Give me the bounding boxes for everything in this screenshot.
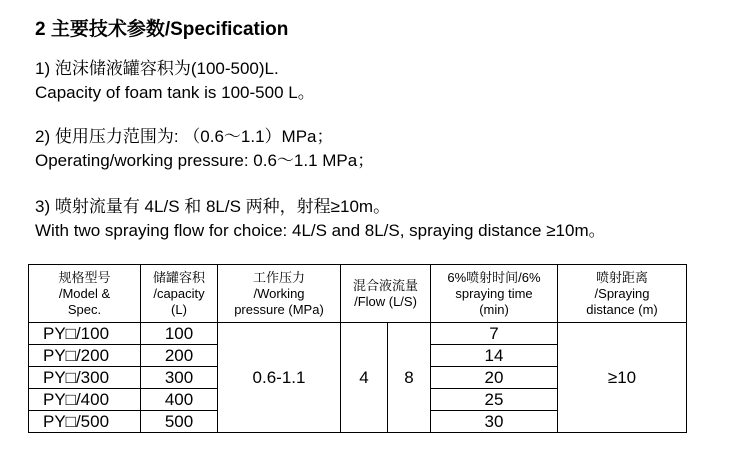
cell-model: PY□/400 xyxy=(29,389,141,411)
cell-model: PY□/200 xyxy=(29,345,141,367)
cell-model: PY□/300 xyxy=(29,367,141,389)
header-model: 规格型号 /Model & Spec. xyxy=(29,265,141,323)
cell-spraying-time: 20 xyxy=(431,367,558,389)
header-capacity: 储罐容积 /capacity (L) xyxy=(141,265,218,323)
spec-paragraph-flow xyxy=(35,195,606,243)
header-pressure: 工作压力 /Working pressure (MPa) xyxy=(218,265,341,323)
header-flow: 混合液流量 /Flow (L/S) xyxy=(341,265,431,323)
spec-paragraph-pressure xyxy=(35,125,374,173)
cell-flow-8: 8 xyxy=(388,323,431,433)
paragraph-zh: 2) 使用压力范围为: （0.6～1.1）MPa； xyxy=(35,127,334,146)
cell-capacity: 400 xyxy=(141,389,218,411)
cell-pressure: 0.6-1.1 xyxy=(218,323,341,433)
paragraph-en: With two spraying flow for choice: 4L/S and 8L/S, spraying distance ≥10m。 xyxy=(35,221,606,240)
paragraph-zh: 3) 喷射流量有 4L/S 和 8L/S 两种，射程≥10m。 xyxy=(35,197,391,216)
cell-spraying-distance: ≥10 xyxy=(558,323,687,433)
cell-capacity: 100 xyxy=(141,323,218,345)
spec-table xyxy=(28,264,687,433)
cell-capacity: 500 xyxy=(141,411,218,433)
table-row xyxy=(29,323,687,345)
cell-spraying-time: 7 xyxy=(431,323,558,345)
paragraph-en: Capacity of foam tank is 100-500 L。 xyxy=(35,83,315,102)
section-heading: 2 主要技术参数/Specification xyxy=(35,19,289,40)
paragraph-zh: 1) 泡沫储液罐容积为(100-500)L. xyxy=(35,59,279,78)
cell-spraying-time: 30 xyxy=(431,411,558,433)
header-spraying-time: 6%喷射时间/6% spraying time (min) xyxy=(431,265,558,323)
cell-model: PY□/500 xyxy=(29,411,141,433)
cell-model: PY□/100 xyxy=(29,323,141,345)
cell-spraying-time: 25 xyxy=(431,389,558,411)
table-header-row xyxy=(29,265,687,323)
cell-spraying-time: 14 xyxy=(431,345,558,367)
cell-capacity: 300 xyxy=(141,367,218,389)
spec-paragraph-capacity xyxy=(35,57,315,105)
paragraph-en: Operating/working pressure: 0.6～1.1 MPa； xyxy=(35,151,375,170)
header-spraying-distance: 喷射距离 /Spraying distance (m) xyxy=(558,265,687,323)
cell-capacity: 200 xyxy=(141,345,218,367)
cell-flow-4: 4 xyxy=(341,323,388,433)
